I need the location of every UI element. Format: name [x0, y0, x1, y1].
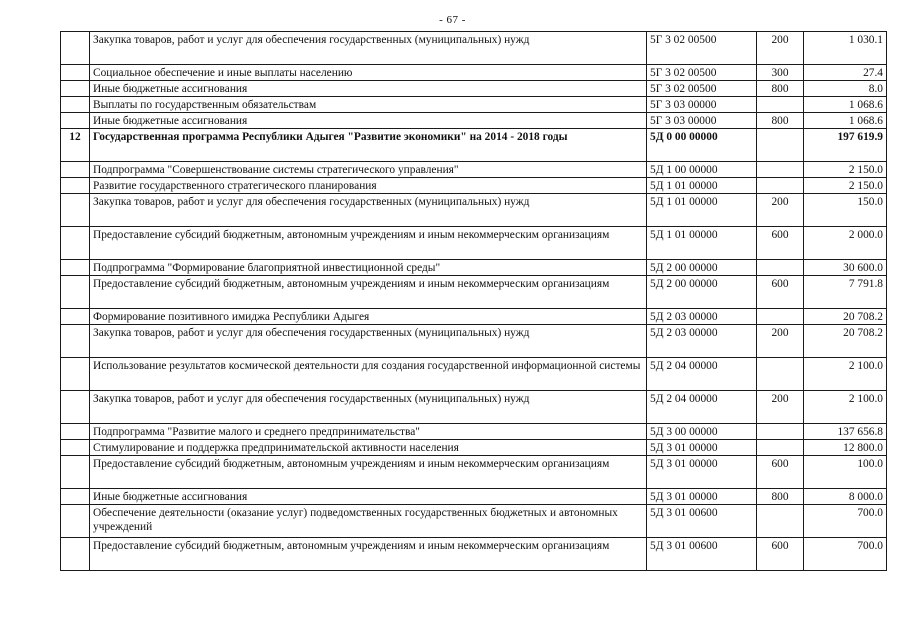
expense-type-cell: 300 — [757, 65, 804, 81]
amount-cell: 150.0 — [804, 194, 887, 227]
expense-type-cell — [757, 97, 804, 113]
row-number-cell — [61, 97, 90, 113]
expense-type-cell: 600 — [757, 538, 804, 571]
classification-code-cell: 5Г 3 03 00000 — [647, 97, 757, 113]
amount-cell: 12 800.0 — [804, 440, 887, 456]
table-row — [61, 325, 887, 358]
item-name-cell: Использование результатов космической деятельности для создания государственной информационной системы — [90, 358, 647, 391]
row-number-cell — [61, 260, 90, 276]
item-name-cell: Закупка товаров, работ и услуг для обеспечения государственных (муниципальных) нужд — [90, 391, 647, 424]
expense-type-cell: 600 — [757, 227, 804, 260]
amount-cell: 2 100.0 — [804, 358, 887, 391]
expense-type-cell — [757, 440, 804, 456]
row-number-cell — [61, 276, 90, 309]
table-row — [61, 81, 887, 97]
classification-code-cell: 5Д 1 01 00000 — [647, 227, 757, 260]
amount-cell: 2 150.0 — [804, 162, 887, 178]
table-row — [61, 129, 887, 162]
item-name-cell: Предоставление субсидий бюджетным, автономным учреждениям и иным некоммерческим организациям — [90, 456, 647, 489]
table-row — [61, 97, 887, 113]
item-name-cell: Подпрограмма "Формирование благоприятной инвестиционной среды" — [90, 260, 647, 276]
row-number-cell — [61, 227, 90, 260]
row-number-cell — [61, 505, 90, 538]
item-name-cell: Социальное обеспечение и иные выплаты населению — [90, 65, 647, 81]
table-row — [61, 489, 887, 505]
amount-cell: 2 100.0 — [804, 391, 887, 424]
classification-code-cell: 5Г 3 02 00500 — [647, 81, 757, 97]
table-row — [61, 194, 887, 227]
classification-code-cell: 5Г 3 02 00500 — [647, 65, 757, 81]
expense-type-cell: 600 — [757, 456, 804, 489]
table-row — [61, 162, 887, 178]
classification-code-cell: 5Г 3 03 00000 — [647, 113, 757, 129]
amount-cell: 2 000.0 — [804, 227, 887, 260]
amount-cell: 1 068.6 — [804, 113, 887, 129]
amount-cell: 7 791.8 — [804, 276, 887, 309]
table-row — [61, 276, 887, 309]
expense-type-cell — [757, 178, 804, 194]
classification-code-cell: 5Д 3 01 00000 — [647, 489, 757, 505]
table-row — [61, 456, 887, 489]
expense-type-cell: 200 — [757, 194, 804, 227]
row-number-cell — [61, 178, 90, 194]
item-name-cell: Иные бюджетные ассигнования — [90, 113, 647, 129]
expense-type-cell: 200 — [757, 325, 804, 358]
row-number-cell — [61, 325, 90, 358]
classification-code-cell: 5Д 3 01 00600 — [647, 538, 757, 571]
table-row — [61, 424, 887, 440]
amount-cell: 197 619.9 — [804, 129, 887, 162]
row-number-cell: 12 — [61, 129, 90, 162]
amount-cell: 700.0 — [804, 505, 887, 538]
expense-type-cell: 600 — [757, 276, 804, 309]
amount-cell: 20 708.2 — [804, 309, 887, 325]
expense-type-cell: 800 — [757, 81, 804, 97]
classification-code-cell: 5Д 2 03 00000 — [647, 325, 757, 358]
item-name-cell: Стимулирование и поддержка предпринимательской активности населения — [90, 440, 647, 456]
item-name-cell: Подпрограмма "Совершенствование системы стратегического управления" — [90, 162, 647, 178]
amount-cell: 8.0 — [804, 81, 887, 97]
amount-cell: 1 068.6 — [804, 97, 887, 113]
item-name-cell: Закупка товаров, работ и услуг для обеспечения государственных (муниципальных) нужд — [90, 325, 647, 358]
expense-type-cell — [757, 309, 804, 325]
classification-code-cell: 5Д 2 04 00000 — [647, 391, 757, 424]
row-number-cell — [61, 81, 90, 97]
classification-code-cell: 5Д 1 00 00000 — [647, 162, 757, 178]
amount-cell: 8 000.0 — [804, 489, 887, 505]
item-name-cell: Государственная программа Республики Адыгея "Развитие экономики" на 2014 - 2018 годы — [90, 129, 647, 162]
amount-cell: 30 600.0 — [804, 260, 887, 276]
expense-type-cell — [757, 424, 804, 440]
table-row — [61, 113, 887, 129]
item-name-cell: Предоставление субсидий бюджетным, автономным учреждениям и иным некоммерческим организациям — [90, 227, 647, 260]
item-name-cell: Выплаты по государственным обязательствам — [90, 97, 647, 113]
classification-code-cell: 5Д 3 01 00600 — [647, 505, 757, 538]
expense-type-cell — [757, 162, 804, 178]
amount-cell: 100.0 — [804, 456, 887, 489]
table-row — [61, 538, 887, 571]
expense-type-cell — [757, 129, 804, 162]
item-name-cell: Иные бюджетные ассигнования — [90, 489, 647, 505]
row-number-cell — [61, 309, 90, 325]
classification-code-cell: 5Д 2 00 00000 — [647, 260, 757, 276]
table-row — [61, 440, 887, 456]
item-name-cell: Формирование позитивного имиджа Республики Адыгея — [90, 309, 647, 325]
classification-code-cell: 5Д 1 01 00000 — [647, 178, 757, 194]
row-number-cell — [61, 440, 90, 456]
table-row — [61, 227, 887, 260]
classification-code-cell: 5Д 2 03 00000 — [647, 309, 757, 325]
amount-cell: 2 150.0 — [804, 178, 887, 194]
amount-cell: 137 656.8 — [804, 424, 887, 440]
item-name-cell: Закупка товаров, работ и услуг для обеспечения государственных (муниципальных) нужд — [90, 32, 647, 65]
item-name-cell: Иные бюджетные ассигнования — [90, 81, 647, 97]
classification-code-cell: 5Д 1 01 00000 — [647, 194, 757, 227]
amount-cell: 700.0 — [804, 538, 887, 571]
expense-type-cell: 200 — [757, 391, 804, 424]
table-row — [61, 32, 887, 65]
table-row — [61, 391, 887, 424]
table-row — [61, 358, 887, 391]
item-name-cell: Закупка товаров, работ и услуг для обеспечения государственных (муниципальных) нужд — [90, 194, 647, 227]
classification-code-cell: 5Д 3 00 00000 — [647, 424, 757, 440]
amount-cell: 20 708.2 — [804, 325, 887, 358]
row-number-cell — [61, 65, 90, 81]
expense-type-cell: 800 — [757, 489, 804, 505]
classification-code-cell: 5Д 2 04 00000 — [647, 358, 757, 391]
expense-type-cell — [757, 505, 804, 538]
classification-code-cell: 5Г 3 02 00500 — [647, 32, 757, 65]
row-number-cell — [61, 32, 90, 65]
item-name-cell: Предоставление субсидий бюджетным, автономным учреждениям и иным некоммерческим организациям — [90, 538, 647, 571]
classification-code-cell: 5Д 3 01 00000 — [647, 440, 757, 456]
row-number-cell — [61, 113, 90, 129]
table-row — [61, 309, 887, 325]
page-number: - 67 - — [439, 14, 466, 26]
item-name-cell: Развитие государственного стратегического планирования — [90, 178, 647, 194]
budget-table-body — [61, 32, 887, 571]
classification-code-cell: 5Д 0 00 00000 — [647, 129, 757, 162]
item-name-cell: Предоставление субсидий бюджетным, автономным учреждениям и иным некоммерческим организациям — [90, 276, 647, 309]
table-row — [61, 505, 887, 538]
row-number-cell — [61, 456, 90, 489]
row-number-cell — [61, 424, 90, 440]
amount-cell: 1 030.1 — [804, 32, 887, 65]
expense-type-cell: 200 — [757, 32, 804, 65]
expense-type-cell: 800 — [757, 113, 804, 129]
row-number-cell — [61, 538, 90, 571]
classification-code-cell: 5Д 3 01 00000 — [647, 456, 757, 489]
row-number-cell — [61, 391, 90, 424]
classification-code-cell: 5Д 2 00 00000 — [647, 276, 757, 309]
row-number-cell — [61, 489, 90, 505]
expense-type-cell — [757, 260, 804, 276]
row-number-cell — [61, 162, 90, 178]
row-number-cell — [61, 358, 90, 391]
item-name-cell: Подпрограмма "Развитие малого и среднего предпринимательства" — [90, 424, 647, 440]
table-row — [61, 260, 887, 276]
table-row — [61, 65, 887, 81]
budget-table — [60, 31, 887, 571]
row-number-cell — [61, 194, 90, 227]
item-name-cell: Обеспечение деятельности (оказание услуг) подведомственных государственных бюджетных и автономных учреждений — [90, 505, 647, 538]
table-row — [61, 178, 887, 194]
expense-type-cell — [757, 358, 804, 391]
amount-cell: 27.4 — [804, 65, 887, 81]
